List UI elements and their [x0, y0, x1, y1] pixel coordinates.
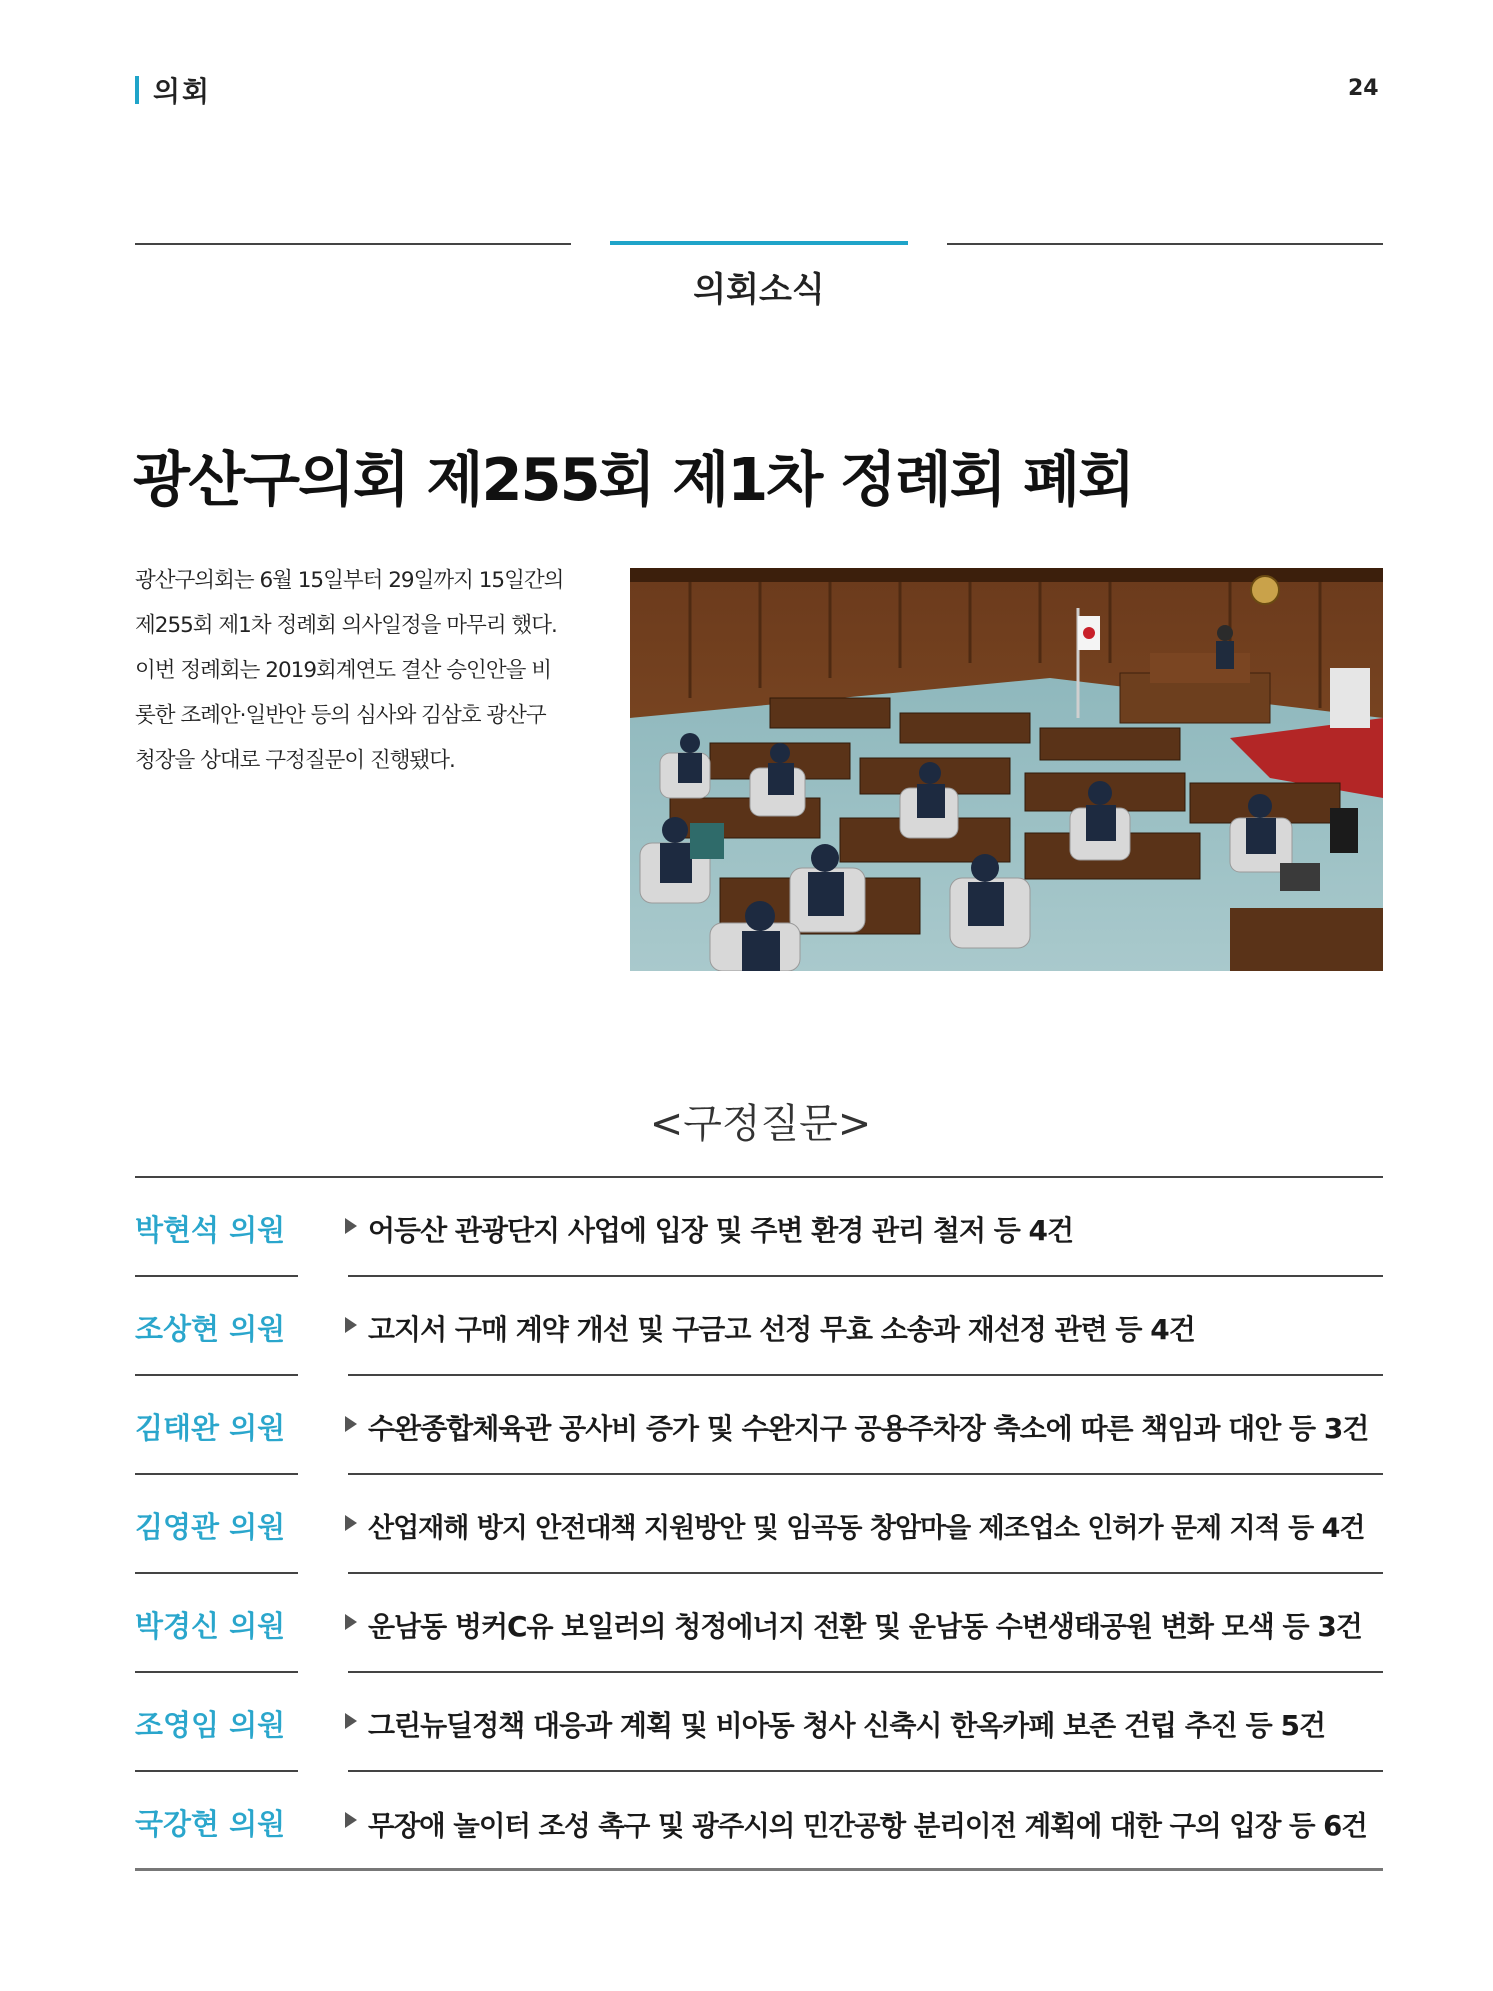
question-text: 어등산 관광단지 사업에 입장 및 주변 환경 관리 철저 등 4건: [368, 1214, 1074, 1247]
triangle-bullet-icon: [345, 1515, 357, 1531]
page-header: [135, 72, 211, 108]
member-name: 국강현 의원: [135, 1807, 286, 1841]
question-text: 그린뉴딜정책 대응과 계획 및 비아동 청사 신축시 한옥카페 보존 건립 추진 등 5건: [368, 1709, 1325, 1742]
question-row: [135, 1475, 1383, 1574]
question-text: 운남동 벙커C유 보일러의 청정에너지 전환 및 운남동 수변생태공원 변화 모색 등 3건: [368, 1610, 1362, 1643]
body-line: 청장을 상대로 구정질문이 진행됐다.: [135, 748, 455, 773]
triangle-bullet-icon: [345, 1614, 357, 1630]
article-title: 광산구의회 제255회 제1차 정례회 폐회: [133, 445, 1134, 514]
member-name: 조상현 의원: [135, 1312, 286, 1346]
questions-heading: [0, 1092, 1493, 1149]
question-text: 수완종합체육관 공사비 증가 및 수완지구 공용주차장 축소에 따른 책임과 대안 등 3건: [368, 1412, 1369, 1445]
header-accent-bar: [135, 76, 139, 104]
question-text: 고지서 구매 계약 개선 및 구금고 선정 무효 소송과 재선정 관련 등 4건: [368, 1313, 1195, 1346]
body-line: 이번 정례회는 2019회계연도 결산 승인안을 비: [135, 658, 551, 683]
questions-heading-text: <구정질문>: [649, 1101, 872, 1147]
section-title: 의회소식: [693, 270, 825, 310]
member-name: 박현석 의원: [135, 1213, 286, 1247]
question-row: [135, 1574, 1383, 1673]
divider-left: [135, 243, 571, 245]
triangle-bullet-icon: [345, 1218, 357, 1234]
triangle-bullet-icon: [345, 1317, 357, 1333]
divider-accent: [610, 241, 908, 245]
member-name: 김태완 의원: [135, 1411, 286, 1445]
question-row: [135, 1772, 1383, 1871]
body-line: 롯한 조례안·일반안 등의 심사와 김삼호 광산구: [135, 703, 546, 728]
question-row: [135, 1277, 1383, 1376]
body-line: 제255회 제1차 정례회 의사일정을 마무리 했다.: [135, 613, 557, 638]
question-text: 산업재해 방지 안전대책 지원방안 및 임곡동 창암마을 제조업소 인허가 문제 지적 등 4건: [368, 1513, 1365, 1544]
body-line: 광산구의회는 6월 15일부터 29일까지 15일간의: [135, 568, 564, 593]
triangle-bullet-icon: [345, 1812, 357, 1828]
page-number: 24: [1348, 76, 1379, 101]
question-row: [135, 1178, 1383, 1277]
header-section-label: 의회: [153, 75, 212, 108]
divider-right: [947, 243, 1383, 245]
member-name: 조영임 의원: [135, 1708, 286, 1742]
question-row: [135, 1673, 1383, 1772]
triangle-bullet-icon: [345, 1416, 357, 1432]
member-name: 김영관 의원: [135, 1510, 286, 1544]
bottom-rule: [135, 1868, 1383, 1871]
question-row: [135, 1376, 1383, 1475]
council-session-photo: [630, 568, 1383, 971]
triangle-bullet-icon: [345, 1713, 357, 1729]
question-text: 무장애 놀이터 조성 촉구 및 광주시의 민간공항 분리이전 계획에 대한 구의 입장 등 6건: [368, 1810, 1367, 1842]
article-body: [135, 558, 595, 783]
member-name: 박경신 의원: [135, 1609, 286, 1643]
